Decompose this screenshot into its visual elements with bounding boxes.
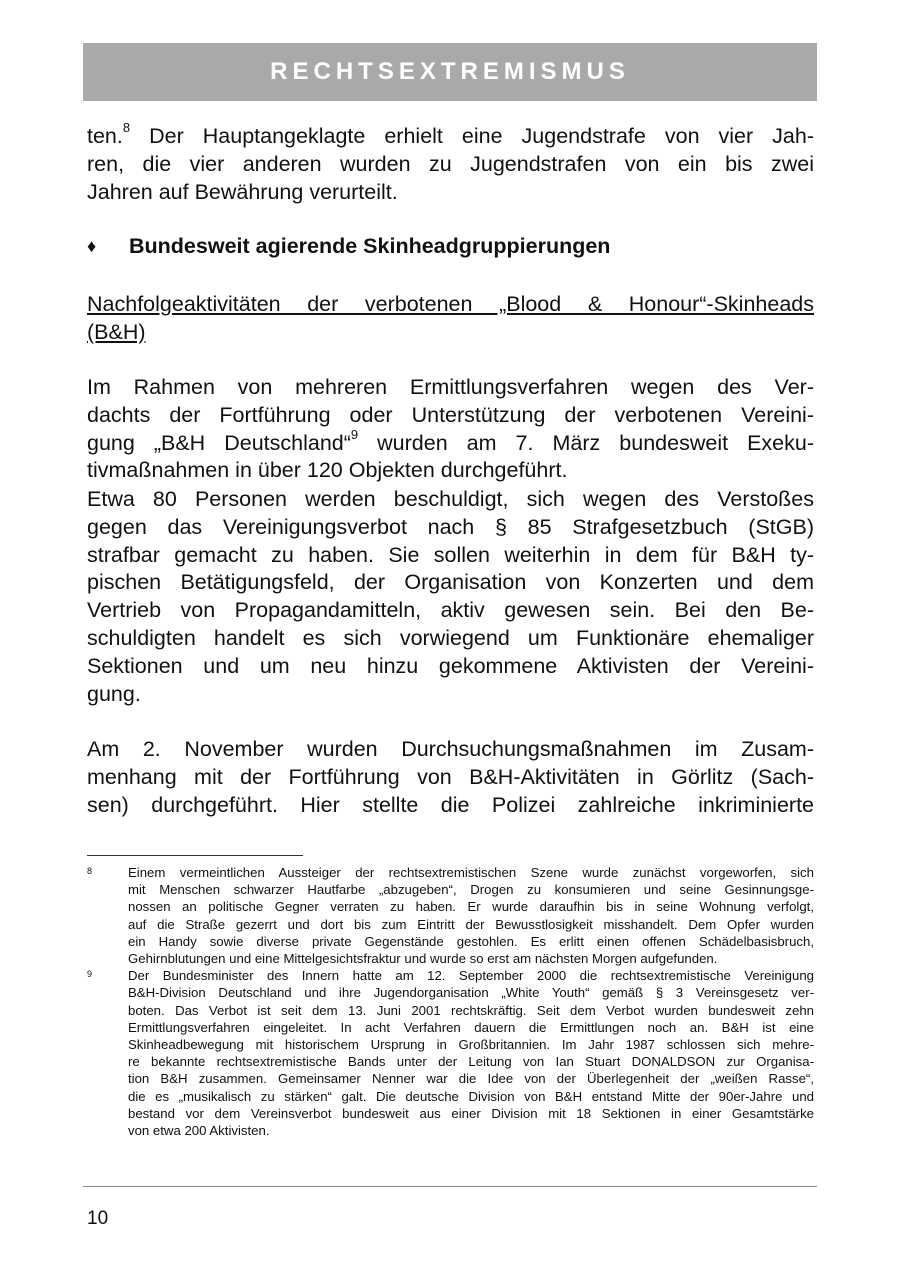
footnote-8: [87, 864, 814, 967]
paragraph-3: [87, 736, 814, 819]
p1-line-3-end: wurden am 7. März bundesweit Exeku-: [358, 430, 814, 455]
p1-line-3-start: gung „B&H Deutschland“: [87, 430, 351, 455]
paragraph-2: [87, 486, 814, 708]
footnote-line: bestand vor dem Vereinsverbot bundesweit aus einer Division mit 18 Sektionen in einer Gesamtstärke: [128, 1105, 814, 1121]
footnote-line: re bekannte rechtsextremistische Bands unter der Leitung von Ian Stuart DONALDSON zur Organisa-: [128, 1054, 814, 1070]
intro-lead: ten.: [87, 124, 123, 148]
page-header: [83, 43, 817, 101]
subheading-line-2: (B&H): [87, 319, 146, 344]
footnote-9: [87, 967, 814, 1139]
footnote-separator: [87, 855, 303, 856]
footnotes: [87, 864, 814, 1139]
p1-line-1: Im Rahmen von mehreren Ermittlungsverfahren wegen des Ver-: [87, 375, 814, 399]
intro-line-3: Jahren auf Bewährung verurteilt.: [87, 179, 398, 204]
paragraph-1: [87, 374, 814, 485]
footnote-line: boten. Das Verbot ist seit dem 13. Juni 2001 rechtskräftig. Seit dem Verbot wurden bundesweit zehn: [128, 1002, 814, 1018]
p1-line-2: dachts der Fortführung oder Unterstützung der verbotenen Vereini-: [87, 402, 814, 427]
p2-line: schuldigten handelt es sich vorwiegend um Funktionäre ehemaliger: [87, 625, 814, 650]
intro-text: Der Hauptangeklagte erhielt eine Jugendstrafe von vier Jah-: [149, 124, 814, 148]
p1-line-3: [87, 426, 814, 458]
footer-rule: [83, 1186, 817, 1187]
p1-line-4: tivmaßnahmen in über 120 Objekten durchgeführt.: [87, 458, 568, 483]
header-title: RECHTSEXTREMISMUS: [270, 58, 630, 85]
subheading: [87, 291, 814, 347]
p2-line: gung.: [87, 681, 141, 706]
footnote-line: nossen an politische Gegner verraten zu haben. Er wurde daraufhin bis in seine Wohnung verfolgt,: [128, 899, 814, 915]
p2-line: Sektionen und um neu hinzu gekommene Aktivisten der Vereini-: [87, 653, 814, 678]
footnote-line: Ermittlungsverfahren eingeleitet. In acht Verfahren dauern die Ermittlungen noch an. B&H ist eine: [128, 1019, 814, 1035]
section-heading-text: Bundesweit agierende Skinheadgruppierungen: [129, 234, 611, 258]
footnote-ref-8[interactable]: 8: [122, 120, 131, 135]
footnote-line: auf die Straße gezerrt und dort bis zum Eintritt der Bewusstlosigkeit misshandelt. Dem Opfer wurden: [128, 916, 814, 932]
subheading-line-1: Nachfolgeaktivitäten der verbotenen „Blood & Honour“-Skinheads: [87, 292, 814, 316]
diamond-bullet-icon: ♦: [87, 236, 97, 256]
section-heading: [87, 234, 610, 259]
intro-line-1: [87, 120, 814, 151]
intro-paragraph: [87, 120, 814, 206]
footnote-line: tion B&H zusammen. Gemeinsamer Nenner war die Idee von der Überlegenheit der „weißen Rasse“,: [128, 1071, 814, 1087]
p3-line: Am 2. November wurden Durchsuchungsmaßnahmen im Zusam-: [87, 737, 814, 761]
p2-line: Etwa 80 Personen werden beschuldigt, sich wegen des Verstoßes: [87, 487, 814, 511]
p3-line: menhang mit der Fortführung von B&H-Aktivitäten in Görlitz (Sach-: [87, 764, 814, 789]
p2-line: pischen Betätigungsfeld, der Organisation von Konzerten und dem: [87, 570, 814, 595]
footnote-line: Der Bundesminister des Innern hatte am 12. September 2000 die rechtsextremistische Vereinigung: [128, 968, 814, 984]
intro-line-2: ren, die vier anderen wurden zu Jugendstrafen von ein bis zwei: [87, 151, 814, 176]
footnote-line: Gehirnblutungen und eine Mittelgesichtsfraktur und wurde so erst am nächsten Morgen aufgefunden.: [128, 951, 718, 967]
p2-line: gegen das Vereinigungsverbot nach § 85 Strafgesetzbuch (StGB): [87, 514, 814, 539]
p3-line: sen) durchgeführt. Hier stellte die Polizei zahlreiche inkriminierte: [87, 792, 814, 817]
footnote-line: B&H-Division Deutschland und ihre Jugendorganisation „White Youth“ gemäß § 3 Vereinsgesetz ver-: [128, 985, 814, 1001]
footnote-number: 9: [87, 969, 93, 980]
footnote-line: ein Handy sowie diverse private Gegenstände gestohlen. Es erlitt einen offenen Schädelbasisbruch,: [128, 933, 814, 949]
footnote-line: die es „musikalisch zu stärken“ galt. Die deutsche Division von B&H entstand Mitte der 90er-Jahre und: [128, 1088, 814, 1104]
footnote-line: von etwa 200 Aktivisten.: [128, 1123, 270, 1139]
footnote-line: Skinheadbewegung mit historischem Ursprung in Großbritannien. Im Jahr 1987 schlossen sich mehre-: [128, 1037, 814, 1053]
p2-line: Vertrieb von Propagandamitteln, aktiv gewesen sein. Bei den Be-: [87, 598, 814, 623]
page-number: 10: [87, 1208, 109, 1229]
p2-line: strafbar gemacht zu haben. Sie sollen weiterhin in dem für B&H ty-: [87, 542, 814, 567]
footnote-ref-9[interactable]: 9: [350, 426, 359, 442]
footnote-line: mit Menschen schwarzer Hautfarbe „abzugeben“, Drogen zu konsumieren und seine Gesinnungsge-: [128, 882, 814, 898]
footnote-line: Einem vermeintlichen Aussteiger der rechtsextremistischen Szene wurde zunächst vorgeworfen, sich: [128, 865, 814, 880]
footnote-number: 8: [87, 866, 93, 876]
